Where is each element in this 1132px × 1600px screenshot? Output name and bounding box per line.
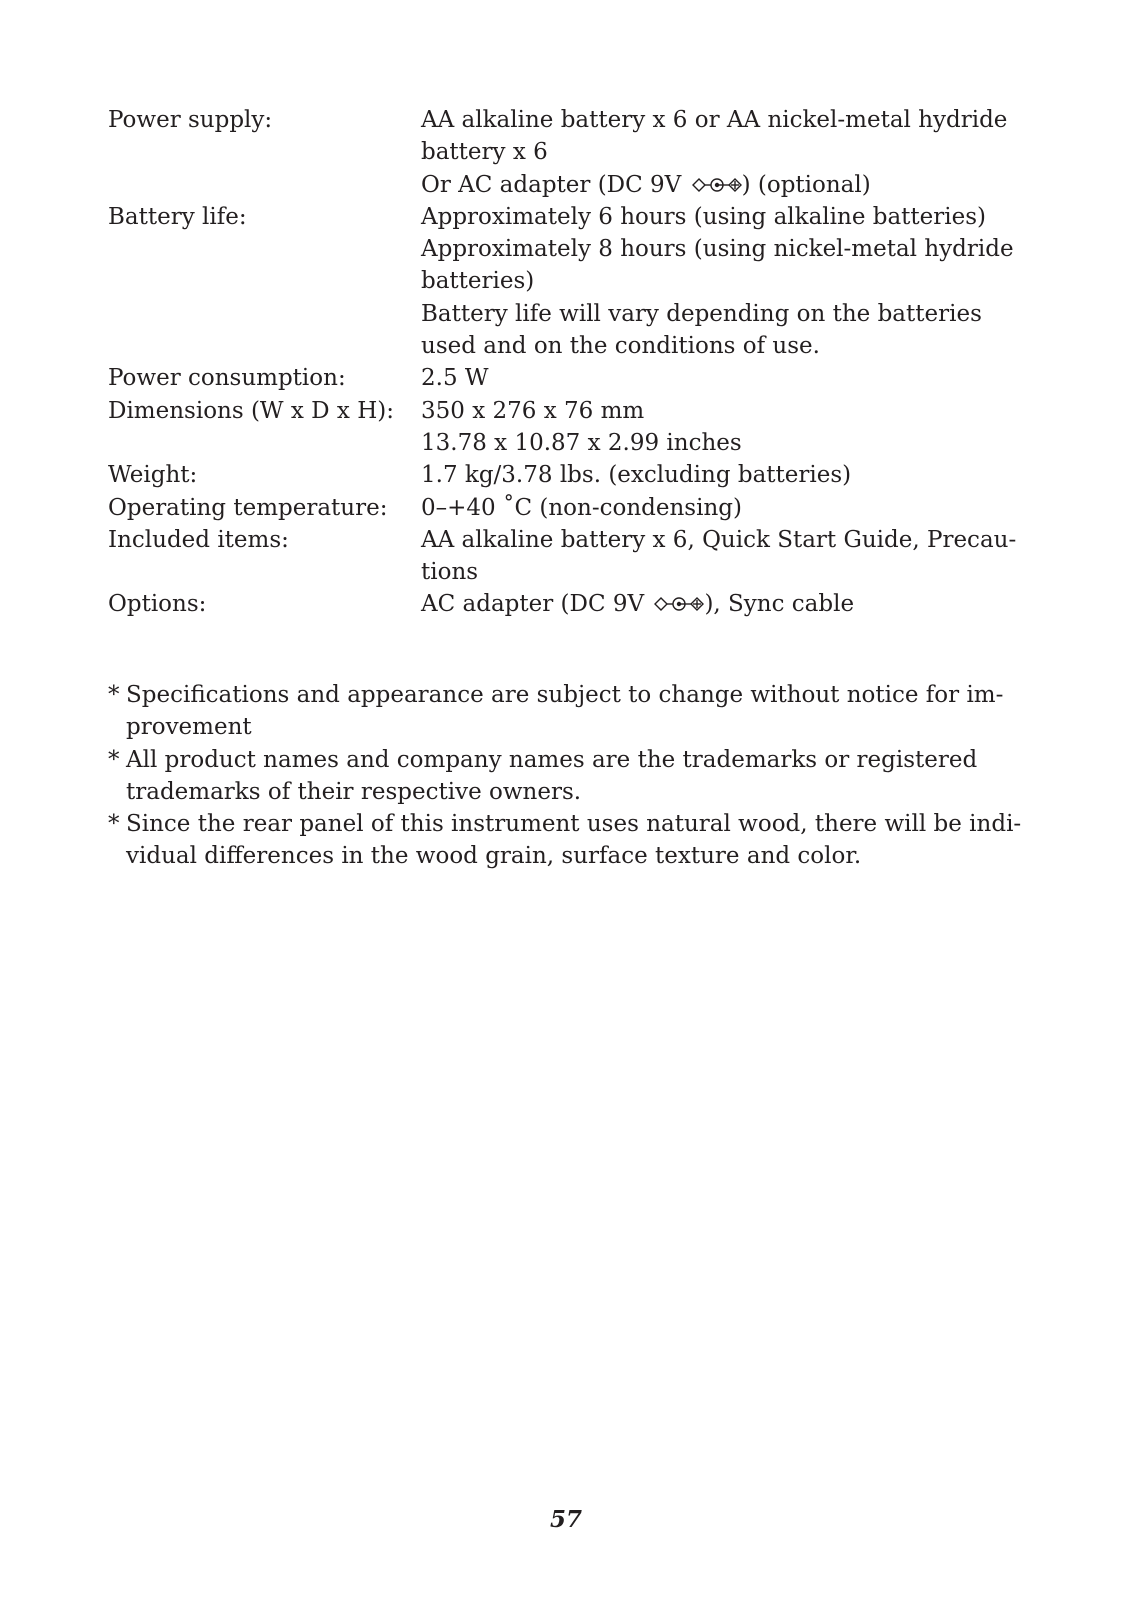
spec-value-line xyxy=(421,136,1028,168)
spec-label: Dimensions (W x D x H): xyxy=(108,397,394,424)
spec-row xyxy=(108,459,1028,491)
spec-value xyxy=(421,524,1028,589)
spec-row xyxy=(108,362,1028,394)
spec-value-line xyxy=(421,104,1028,136)
spec-row xyxy=(108,492,1028,524)
spec-value-text-after: ) (optional) xyxy=(741,171,871,198)
spec-value xyxy=(421,201,1028,362)
spec-value-line xyxy=(421,233,1028,265)
spec-value xyxy=(421,362,1028,394)
note-text-line: All product names and company names are the trademarks or registered xyxy=(126,746,978,773)
note-asterisk: * xyxy=(108,682,120,708)
spec-label: Options: xyxy=(108,591,207,618)
spec-label: Operating temperature: xyxy=(108,494,388,521)
spec-value-text: 1.7 kg/3.78 lbs. (excluding batteries) xyxy=(421,462,852,489)
spec-value-line xyxy=(421,588,1028,620)
note-text-line: Specifications and appearance are subject to change without notice for im- xyxy=(126,682,1004,708)
spec-value-text: Or AC adapter (DC 9V xyxy=(421,171,689,198)
spec-value-text: AA alkaline battery x 6, Quick Start Guide, Precau- xyxy=(421,526,1017,553)
spec-label: Power consumption: xyxy=(108,365,346,392)
spec-value-line xyxy=(421,492,1028,524)
spec-value-text: battery x 6 xyxy=(421,139,548,166)
spec-value xyxy=(421,104,1028,201)
spec-value-text: AC adapter (DC 9V xyxy=(421,591,652,618)
spec-value-line xyxy=(421,330,1028,362)
spec-value-text: Approximately 8 hours (using nickel-metal hydride xyxy=(421,236,1014,263)
spec-row xyxy=(108,524,1028,589)
spec-label: Included items: xyxy=(108,526,289,553)
spec-value-text: tions xyxy=(421,559,479,586)
note-asterisk: * xyxy=(108,811,120,838)
spec-value-text: Approximately 6 hours (using alkaline batteries) xyxy=(421,203,987,230)
spec-label: Power supply: xyxy=(108,107,273,133)
spec-value-text: Battery life will vary depending on the batteries xyxy=(421,300,982,327)
note-item xyxy=(108,808,1028,873)
spec-value-line xyxy=(421,362,1028,394)
note-text-line: trademarks of their respective owners. xyxy=(126,778,582,805)
spec-row xyxy=(108,201,1028,362)
dc-polarity-icon xyxy=(692,171,742,189)
note-text-line: vidual differences in the wood grain, surface texture and color. xyxy=(126,843,862,870)
spec-label: Battery life: xyxy=(108,203,247,230)
spec-value-line xyxy=(421,459,1028,491)
note-item xyxy=(108,744,1028,809)
spec-value-text: AA alkaline battery x 6 or AA nickel-metal hydride xyxy=(421,107,1008,133)
spec-value-line xyxy=(421,524,1028,556)
notes-list xyxy=(108,679,1028,873)
page-number: 57 xyxy=(549,1506,582,1533)
spec-value xyxy=(421,395,1028,460)
spec-row xyxy=(108,395,1028,460)
note-text-line: Since the rear panel of this instrument uses natural wood, there will be indi- xyxy=(126,811,1022,838)
spec-value-text: used and on the conditions of use. xyxy=(421,333,820,360)
spec-value-text: 13.78 x 10.87 x 2.99 inches xyxy=(421,429,742,456)
spec-value-text-after: ), Sync cable xyxy=(704,591,855,618)
spec-value-line xyxy=(421,265,1028,297)
spec-value xyxy=(421,492,1028,524)
spec-value-text: 350 x 276 x 76 mm xyxy=(421,397,645,424)
spec-row xyxy=(108,588,1028,620)
spec-value-text: batteries) xyxy=(421,268,535,295)
spec-value-text: 2.5 W xyxy=(421,365,489,392)
spec-value-text: 0–+40 ˚C (non-condensing) xyxy=(421,494,742,521)
dc-polarity-icon xyxy=(654,590,704,608)
spec-value xyxy=(421,588,1028,620)
spec-value-line xyxy=(421,556,1028,588)
spec-value-line xyxy=(421,395,1028,427)
spec-row xyxy=(108,104,1028,201)
spec-value-line xyxy=(421,169,1028,201)
spec-value-line xyxy=(421,201,1028,233)
spec-label: Weight: xyxy=(108,462,198,489)
spec-value-line xyxy=(421,427,1028,459)
note-asterisk: * xyxy=(108,746,120,773)
note-item xyxy=(108,679,1028,744)
specifications-table xyxy=(108,104,1028,621)
spec-value xyxy=(421,459,1028,491)
note-text-line: provement xyxy=(126,714,252,741)
spec-value-line xyxy=(421,298,1028,330)
